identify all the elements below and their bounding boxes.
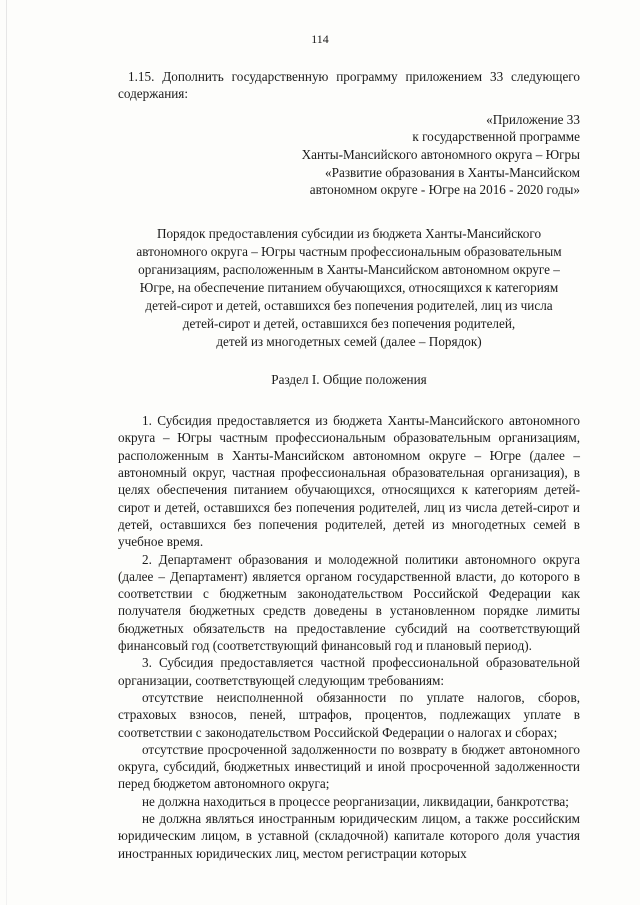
title-line: Югре, на обеспечение питанием обучающихся, относящихся к категориям xyxy=(139,279,559,295)
title-line: Порядок предоставления субсидии из бюджета Ханты-Мансийского xyxy=(156,225,542,241)
body-paragraph: отсутствие неисполненной обязанности по уплате налогов, сборов, страховых взносов, пеней, штрафов, процентов, подлежащих уплате в соответствии с законодательством Российской Федерации о налогах и сборах; xyxy=(118,689,580,740)
title-line: детей из многодетных семей (далее – Порядок) xyxy=(216,333,482,349)
body-paragraph: отсутствие просроченной задолженности по возврату в бюджет автономного округа, субсидий, бюджетных инвестиций и иной просроченной задолженности перед бюджетом автономного округа; xyxy=(118,741,580,792)
appendix-line: «Приложение 33 xyxy=(486,111,580,127)
body-paragraph: 2. Департамент образования и молодежной политики автономного округа (далее – Департамент) является органом государственной власти, до которого в соответствии с бюджетным законодательством Российской Федерации как получателя бюджетных средств доведены в установленном порядке лимиты бюджетных обязательств на предоставление субсидий на соответствующий финансовый год (соответствующий финансовый год и плановый период). xyxy=(118,551,580,654)
title-line: детей-сирот и детей, оставшихся без попечения родителей, лиц из числа xyxy=(145,297,553,313)
body-paragraph: 3. Субсидия предоставляется частной профессиональной образовательной организации, соответствующей следующим требованиям: xyxy=(118,655,580,688)
appendix-line: «Развитие образования в Ханты-Мансийском xyxy=(325,164,580,180)
intro-paragraph: 1.15. Дополнить государственную программу приложением 33 следующего содержания: xyxy=(118,69,580,102)
body-paragraph: не должна находиться в процессе реорганизации, ликвидации, банкротства; xyxy=(142,793,569,809)
document-body xyxy=(118,412,580,862)
title-line: детей-сирот и детей, оставшихся без попечения родителей, xyxy=(182,315,516,331)
title-line: автономного округа – Югры частным профессиональным образовательным xyxy=(136,243,562,259)
body-paragraph: не должна являться иностранным юридическим лицом, а также российским юридическим лицом, в уставной (складочной) капитале которого доля участия иностранных юридических лиц, местом регистрации которых xyxy=(118,811,580,861)
appendix-line: Ханты-Мансийского автономного округа – Югры xyxy=(301,147,580,162)
page-number: 114 xyxy=(311,32,329,46)
appendix-line: автономном округе - Югре на 2016 - 2020 годы» xyxy=(309,182,580,198)
body-paragraph: 1. Субсидия предоставляется из бюджета Ханты-Мансийского автономного округа – Югры частным профессиональным образовательным организациям, расположенным в Ханты-Мансийском автономном округе – Югре (далее – автономный округ, частная профессиональная образовательная организация), в целях обеспечения питанием обучающихся, относящихся к категориям детей-сирот и детей, оставшихся без попечения родителей, лиц из числа детей-сирот и детей, оставшихся без попечения родителей, детей из многодетных семей в учебное время. xyxy=(118,413,580,550)
appendix-header xyxy=(118,111,580,199)
appendix-line: к государственной программе xyxy=(412,129,580,145)
section-heading: Раздел I. Общие положения xyxy=(271,371,427,387)
page-content xyxy=(118,68,580,862)
scan-edge xyxy=(6,0,7,905)
document-title xyxy=(118,225,580,351)
title-line: организациям, расположенным в Ханты-Мансийском автономном округе – xyxy=(138,261,560,277)
